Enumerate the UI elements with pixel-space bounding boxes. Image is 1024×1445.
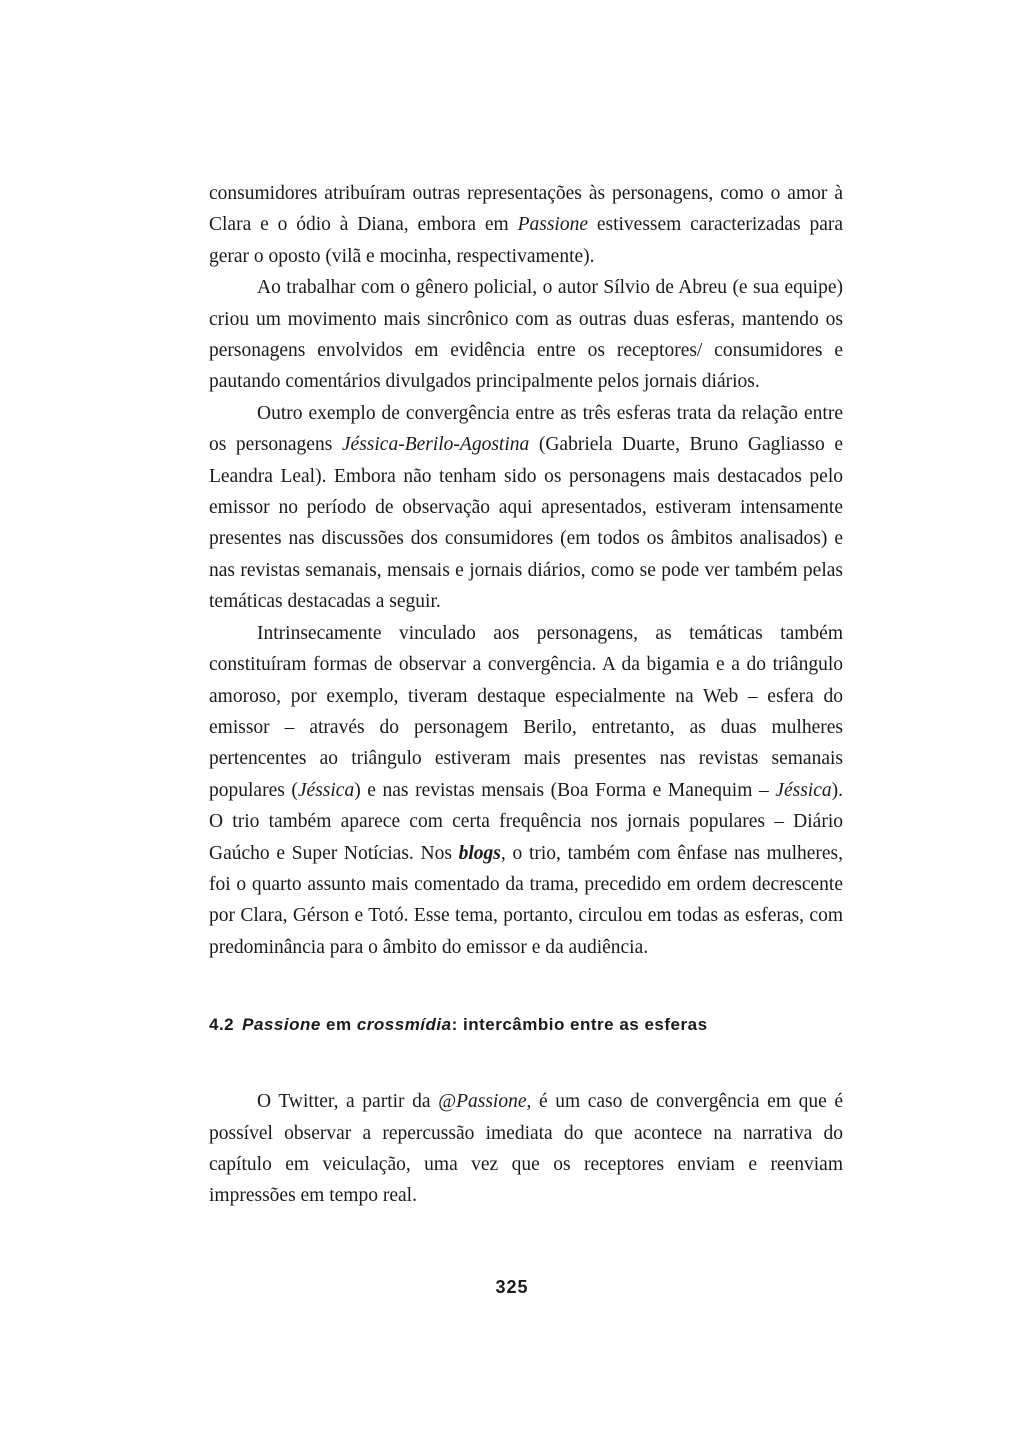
italic-title: Passione (517, 214, 588, 236)
text-run: Outro exemplo de convergência entre as três esferas trata da relação entre os personagens (209, 402, 843, 456)
text-run: consumidores atribuíram outras representações às personagens, como o amor à Clara e o ódio à Diana, embora em (209, 183, 843, 236)
text-run: (Gabriela Duarte, Bruno Gagliasso e Leandra Leal). Embora não tenham sido os personagens mais destacados pelo emissor no período de observação aqui apresentados, estiveram intensamente presentes nas discussões dos consumidores (em todos os âmbitos analisados) e nas revistas semanais, mensais e jornais diários, como se pode ver também pelas temáticas destacadas a seguir. (209, 434, 844, 613)
text-run: ) e nas revistas mensais (Boa Forma e Manequim – (354, 779, 776, 801)
section-italic-term: crossmídia (356, 1015, 452, 1035)
section-text: : intercâmbio entre as esferas (451, 1015, 708, 1035)
section-heading (209, 1011, 843, 1039)
italic-name: Jéssica (297, 779, 355, 801)
text-run: O Twitter, a partir da (257, 1091, 439, 1113)
paragraph (209, 1086, 843, 1212)
page-content (209, 178, 843, 1212)
section-italic-title: Passione (242, 1015, 321, 1035)
page-number: 325 (495, 1277, 529, 1297)
text-run: ). O trio também aparece com certa frequência nos jornais populares – Diário Gaúcho e Super Notícias. Nos (209, 779, 843, 864)
italic-names: Jéssica-Berilo-Agostina (341, 434, 530, 456)
paragraph (209, 618, 843, 963)
text-run: Intrinsecamente vinculado aos personagens, as temáticas também constituíram formas de observar a convergência. A da bigamia e a do triângulo amoroso, por exemplo, tiveram destaque especialmente na Web – esfera do emissor – através do personagem Berilo, entretanto, as duas mulheres pertencentes ao triângulo estiveram mais presentes nas revistas semanais populares ( (209, 622, 843, 801)
paragraph (209, 398, 843, 618)
italic-handle: @Passione (438, 1091, 527, 1113)
bold-italic-term: blogs (458, 842, 501, 864)
section-number: 4.2 (209, 1015, 235, 1035)
text-run: , o trio, também com ênfase nas mulheres, foi o quarto assunto mais comentado da trama, precedido em ordem decrescente por Clara, Gérson e Totó. Esse tema, portanto, circulou em todas as esferas, com predominância para o âmbito do emissor e da audiência. (209, 842, 844, 958)
text-run: , é um caso de convergência em que é possível observar a repercussão imediata do que acontece na narrativa do capítulo em veiculação, uma vez que os receptores enviam e reenviam impressões em tempo real. (209, 1091, 843, 1207)
section-text: em (320, 1015, 357, 1035)
italic-name: Jéssica (775, 779, 832, 801)
paragraph (209, 178, 843, 272)
paragraph: Ao trabalhar com o gênero policial, o autor Sílvio de Abreu (e sua equipe) criou um movimento mais sincrônico com as outras duas esferas, mantendo os personagens envolvidos em evidência entre os receptores/ consumidores e pautando comentários divulgados principalmente pelos jornais diários. (209, 277, 843, 393)
text-run: estivessem caracterizadas para gerar o oposto (vilã e mocinha, respectivamente). (209, 214, 843, 267)
